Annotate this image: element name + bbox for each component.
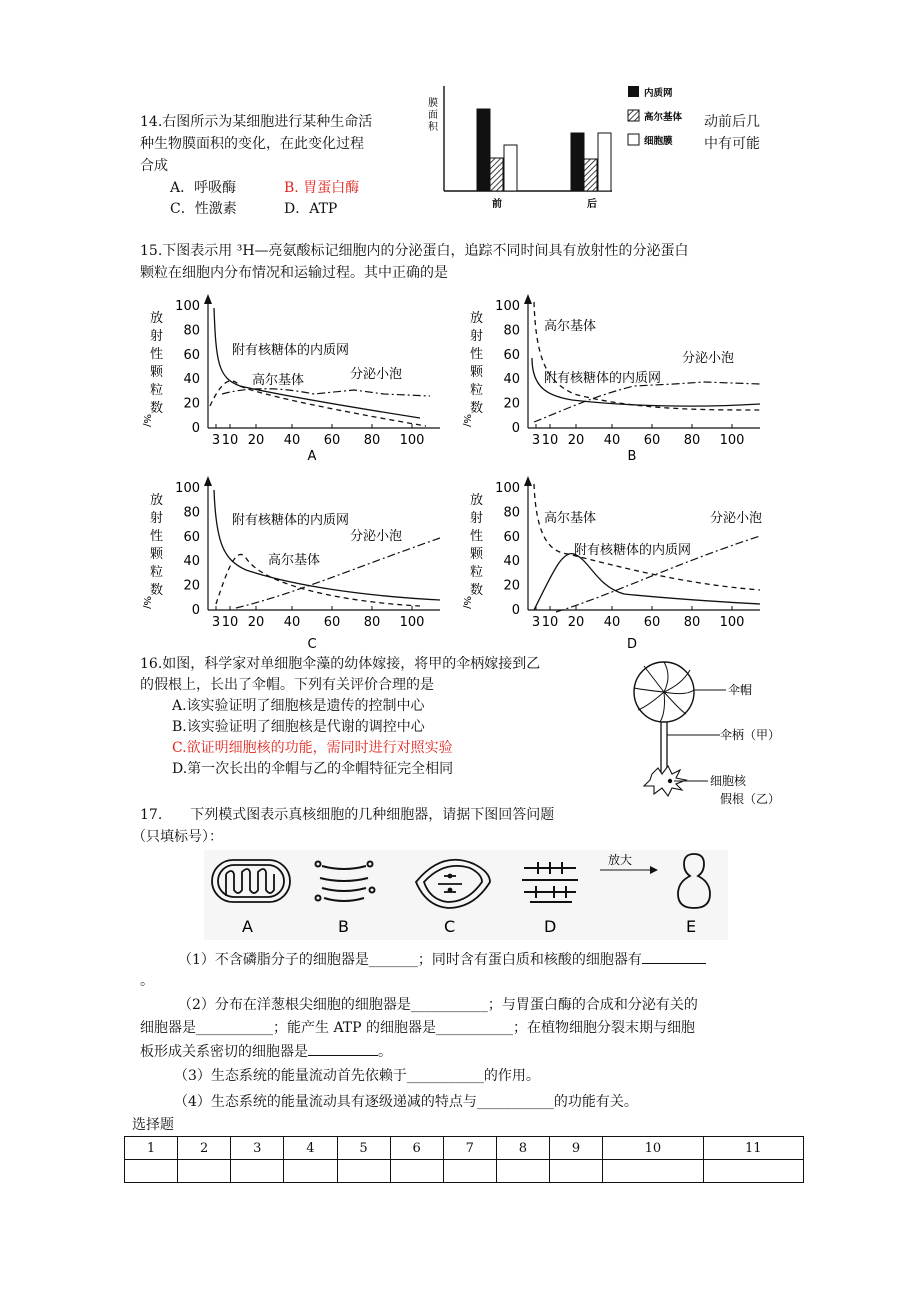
curve-label-er: 附有核糖体的内质网 [574, 543, 692, 558]
graph-ylabel-char: 颗 [150, 547, 164, 562]
graph-ytick: 60 [183, 529, 200, 545]
bar-ylabel-1: 面 [428, 110, 438, 121]
legend-membrane-label: 细胞膜 [644, 136, 673, 147]
q14-line3: 合成 [140, 158, 168, 174]
q17-sub4: （4）生态系统的能量流动具有逐级递减的特点与___________的功能有关。 [174, 1094, 638, 1110]
answer-number-cell: 10 [603, 1137, 703, 1160]
curve-label-vesicle: 分泌小泡 [350, 529, 403, 544]
answer-number-cell: 8 [496, 1137, 549, 1160]
graph-ylabel-char: 颗 [150, 365, 164, 380]
graph-ytick: 40 [183, 372, 200, 388]
q17-sub1-end: 。 [140, 973, 154, 989]
curve-label-golgi: 高尔基体 [544, 511, 597, 526]
radioactivity-graph-b [461, 292, 770, 464]
q17-sub3: （3）生态系统的能量流动首先依赖于___________的作用。 [174, 1068, 540, 1084]
graph-ylabel-char: 数 [150, 583, 164, 598]
organelle-label-a: A [242, 917, 253, 936]
curve-er [534, 554, 760, 610]
graph-ytick: 40 [183, 554, 200, 570]
graph-ylabel-char: 颗 [470, 365, 484, 380]
graph-ytick: 80 [183, 505, 200, 521]
answer-input-cell[interactable] [443, 1160, 496, 1183]
curve-label-er: 附有核糖体的内质网 [544, 371, 662, 386]
acetabularia-diagram [624, 656, 816, 814]
graph-ytick: 100 [175, 299, 200, 314]
answer-input-cell[interactable] [390, 1160, 443, 1183]
graph-xtick: 80 [683, 433, 701, 448]
graph-xtick: 3 [211, 615, 221, 630]
bar-group-after: 后 [587, 199, 597, 210]
q17-sub2-line1: （2）分布在洋葱根尖细胞的细胞器是___________；与胃蛋白酶的合成和分泌有关的 [178, 997, 698, 1013]
q15-line1: 15.下图表示用 ³H—亮氨酸标记细胞内的分泌蛋白，追踪不同时间具有放射性的分泌蛋白 [140, 243, 689, 259]
q14-option-a: A．呼吸酶 [170, 180, 237, 196]
curve-er [214, 308, 420, 418]
graph-ylabel-char: 数 [470, 401, 484, 416]
answer-input-cell[interactable] [337, 1160, 390, 1183]
curve-label-golgi: 高尔基体 [544, 319, 597, 334]
q14-line1-tail: 动前后几 [704, 114, 760, 130]
organelle-label-c: C [444, 917, 456, 936]
answer-number-cell: 6 [390, 1137, 443, 1160]
radioactivity-graph-d [461, 474, 770, 654]
graph-ytick: 0 [191, 603, 200, 618]
graph-xtick: 60 [643, 433, 661, 448]
graph-xtick: 60 [643, 615, 661, 630]
graph-ytick: 0 [511, 603, 520, 618]
graph-y-arrow [204, 294, 212, 304]
radioactivity-graph-c [141, 474, 450, 654]
graph-ytick: 80 [503, 505, 520, 521]
graph-ylabel-char: 性 [470, 529, 484, 544]
graph-yunit: %/ [141, 596, 152, 609]
radioactivity-graph-a [141, 292, 450, 464]
graph-y-arrow [524, 294, 532, 304]
organelle-label-e: E [686, 917, 697, 936]
graph-yunit: %/ [141, 414, 152, 427]
curve-vesicle [222, 389, 430, 396]
answer-number-cell: 4 [284, 1137, 337, 1160]
graph-ylabel-char: 数 [150, 401, 164, 416]
organelle-label-b: B [338, 917, 349, 936]
graph-ylabel-char: 性 [150, 347, 164, 362]
curve-label-vesicle: 分泌小泡 [682, 351, 735, 366]
bar-ylabel-0: 膜 [428, 98, 438, 109]
answer-number-cell: 3 [231, 1137, 284, 1160]
graph-xtick: 80 [683, 615, 701, 630]
bar-before-er [477, 109, 490, 191]
curve-golgi [534, 484, 763, 590]
q16-option-a: A.该实验证明了细胞核是遗传的控制中心 [172, 698, 425, 714]
bar-group-before: 前 [492, 199, 502, 210]
graph-xtick: 40 [283, 615, 301, 630]
graph-ylabel-char: 粒 [470, 565, 484, 580]
graph-xtick: 100 [719, 615, 745, 630]
graph-ylabel-char: 放 [470, 493, 484, 508]
graph-xtick: 10 [541, 615, 559, 630]
q17-line1: 17. 下列模式图表示真核细胞的几种细胞器，请据下图回答问题 [140, 807, 555, 823]
answer-input-cell[interactable] [550, 1160, 603, 1183]
graph-ytick: 80 [503, 323, 520, 339]
graph-xtick: 100 [399, 433, 425, 448]
answer-input-cell[interactable] [125, 1160, 178, 1183]
q14-option-c: C．性激素 [170, 201, 237, 217]
graph-yunit: %/ [461, 596, 472, 609]
bar-before-membrane [504, 145, 517, 191]
bar-after-golgi [584, 159, 597, 191]
graph-ytick: 100 [495, 481, 520, 496]
magnify-label: 放大 [608, 853, 633, 867]
answer-title: 选择题 [132, 1117, 174, 1133]
answer-table [124, 1136, 804, 1183]
q16-option-c: C.欲证明细胞核的功能，需同时进行对照实验 [172, 740, 453, 756]
graph-y-arrow [524, 476, 532, 486]
label-stalk: 伞柄（甲） [720, 728, 781, 742]
q17-sub2-line3 [140, 1041, 392, 1062]
legend-membrane-swatch [628, 134, 639, 145]
graph-y-arrow [204, 476, 212, 486]
graph-panel-label: C [307, 637, 317, 652]
graph-xtick: 20 [247, 615, 265, 630]
curve-label-vesicle: 分泌小泡 [710, 511, 763, 526]
organelle-diagram [204, 850, 728, 940]
graph-ylabel-char: 放 [150, 311, 164, 326]
graph-xtick: 100 [719, 433, 745, 448]
graph-ytick: 20 [503, 578, 520, 594]
graph-ytick: 60 [503, 529, 520, 545]
graph-ytick: 20 [503, 396, 520, 412]
graph-xtick: 3 [531, 433, 541, 448]
graph-panel-label: A [307, 449, 317, 464]
answer-input-cell[interactable] [496, 1160, 549, 1183]
graph-xtick: 10 [541, 433, 559, 448]
q16-line2: 的假根上，长出了伞帽。下列有关评价合理的是 [140, 677, 434, 693]
graph-xtick: 60 [323, 433, 341, 448]
graph-xtick: 20 [567, 615, 585, 630]
graph-xtick: 20 [567, 433, 585, 448]
answer-number-cell: 9 [550, 1137, 603, 1160]
curve-label-golgi: 高尔基体 [268, 553, 321, 568]
answer-input-cell[interactable] [284, 1160, 337, 1183]
graph-ylabel-char: 射 [150, 511, 164, 526]
graph-ytick: 20 [183, 396, 200, 412]
q17-sub2-line2: 细胞器是___________；能产生 ATP 的细胞器是___________；在植物细胞分裂末期与细胞 [140, 1020, 696, 1036]
bar-after-er [571, 133, 584, 191]
label-cap: 伞帽 [728, 683, 753, 697]
graph-ylabel-char: 性 [470, 347, 484, 362]
q14-line2-tail: 中有可能 [704, 136, 760, 152]
q17-line2: （只填标号）： [132, 829, 223, 845]
graph-ytick: 100 [495, 299, 520, 314]
curve-label-golgi: 高尔基体 [252, 373, 305, 388]
graph-panel-label: B [627, 449, 637, 464]
q15-line2: 颗粒在细胞内分布情况和运输过程。其中正确的是 [140, 265, 448, 281]
graph-ytick: 40 [503, 554, 520, 570]
nucleus-dot [668, 779, 672, 783]
graph-ytick: 0 [511, 421, 520, 436]
graph-ytick: 80 [183, 323, 200, 339]
graph-ytick: 60 [503, 347, 520, 363]
graph-ytick: 0 [191, 421, 200, 436]
q17-sub1-text: （1）不含磷脂分子的细胞器是_______；同时含有蛋白质和核酸的细胞器有 [178, 952, 642, 968]
answer-input-cell[interactable] [603, 1160, 703, 1183]
graph-ylabel-char: 射 [470, 329, 484, 344]
graph-xtick: 40 [283, 433, 301, 448]
answer-number-cell: 7 [443, 1137, 496, 1160]
legend-er-swatch [628, 86, 639, 97]
graph-xtick: 10 [221, 433, 239, 448]
curve-golgi [210, 381, 426, 426]
graph-ylabel-char: 粒 [150, 565, 164, 580]
graph-xtick: 3 [531, 615, 541, 630]
graph-ytick: 20 [183, 578, 200, 594]
curve-er [214, 490, 440, 600]
graph-ytick: 60 [183, 347, 200, 363]
graph-xtick: 3 [211, 433, 221, 448]
label-rhizoid: 假根（乙） [720, 792, 781, 806]
answer-input-cell[interactable] [231, 1160, 284, 1183]
graph-ytick: 100 [175, 481, 200, 496]
answer-number-cell: 5 [337, 1137, 390, 1160]
membrane-area-bar-chart [420, 80, 702, 216]
graph-xtick: 20 [247, 433, 265, 448]
q14-line2: 种生物膜面积的变化，在此变化过程 [140, 136, 364, 152]
q16-option-d: D.第一次长出的伞帽与乙的伞帽特征完全相同 [172, 761, 454, 777]
bar-before-golgi [490, 158, 503, 191]
graph-xtick: 10 [221, 615, 239, 630]
graph-xtick: 80 [363, 615, 381, 630]
label-nucleus: 细胞核 [710, 774, 747, 788]
q16-line1: 16.如图，科学家对单细胞伞藻的幼体嫁接，将甲的伞柄嫁接到乙 [140, 656, 541, 672]
q17-sub2-line3-end: 。 [378, 1044, 392, 1060]
q14-option-d: D．ATP [284, 201, 338, 217]
graph-ytick: 40 [503, 372, 520, 388]
graph-ylabel-char: 颗 [470, 547, 484, 562]
curve-label-vesicle: 分泌小泡 [350, 367, 403, 382]
graph-ylabel-char: 粒 [150, 383, 164, 398]
graph-panel-label: D [626, 637, 638, 652]
answer-input-cell[interactable] [178, 1160, 231, 1183]
graph-ylabel-char: 数 [470, 583, 484, 598]
graph-ylabel-char: 射 [150, 329, 164, 344]
graph-xtick: 40 [603, 615, 621, 630]
legend-golgi-swatch [628, 110, 639, 121]
curve-label-er: 附有核糖体的内质网 [232, 513, 350, 528]
q14-option-b: B. 胃蛋白酶 [284, 180, 360, 196]
graph-ylabel-char: 射 [470, 511, 484, 526]
answer-number-row [125, 1137, 804, 1160]
answer-input-cell[interactable] [703, 1160, 803, 1183]
legend-golgi-label: 高尔基体 [644, 112, 683, 123]
curve-label-er: 附有核糖体的内质网 [232, 343, 350, 358]
answer-number-cell: 11 [703, 1137, 803, 1160]
graph-xtick: 80 [363, 433, 381, 448]
curve-vesicle [534, 382, 760, 422]
graph-ylabel-char: 放 [470, 311, 484, 326]
answer-number-cell: 1 [125, 1137, 178, 1160]
bar-after-membrane [598, 133, 611, 191]
q14-line1: 14.右图所示为某细胞进行某种生命活 [140, 114, 373, 130]
answer-input-row [125, 1160, 804, 1183]
organelle-label-d: D [544, 917, 557, 936]
q17-sub1 [178, 949, 706, 970]
answer-number-cell: 2 [178, 1137, 231, 1160]
graph-xtick: 100 [399, 615, 425, 630]
q17-sub2-line3-text: 板形成关系密切的细胞器是 [140, 1044, 308, 1060]
graph-xtick: 60 [323, 615, 341, 630]
graph-ylabel-char: 性 [150, 529, 164, 544]
legend-er-label: 内质网 [644, 88, 673, 99]
graph-yunit: %/ [461, 414, 472, 427]
graph-ylabel-char: 放 [150, 493, 164, 508]
q16-option-b: B.该实验证明了细胞核是代谢的调控中心 [172, 719, 425, 735]
bar-ylabel-2: 积 [428, 122, 438, 133]
graph-ylabel-char: 粒 [470, 383, 484, 398]
graph-xtick: 40 [603, 433, 621, 448]
